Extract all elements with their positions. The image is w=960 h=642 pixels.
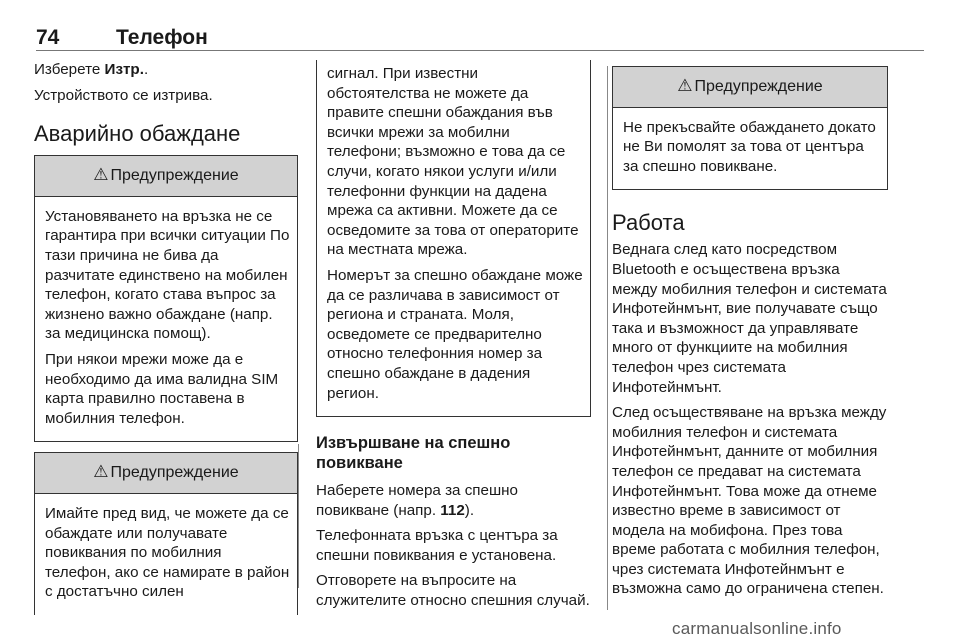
page-header [36,10,924,52]
intro-line-2: Устройството се изтрива. [34,86,213,104]
warning-body [317,60,590,416]
section-heading-operation: Работа [612,210,685,236]
column-1 [34,60,298,615]
page-number: 74 [36,26,60,49]
column-2 [316,60,591,617]
warning-side-rule [298,444,299,588]
body-paragraph: След осъществяване на връзка между мобилния телефон и системата Инфотейнмънт, данните от мобилния телефон се предават на системата Инфотейнмънт. Това може да отнеме известно време в зависимост от модела на мобифона. През това време работата с мобилния телефон, чрез системата Инфотейнмънт е възможна само до ограничена степен. [612,404,887,598]
header-rule [36,50,924,51]
warning-paragraph: Номерът за спешно обаждане може да се различава в зависимост от региона и страната. Моля, осведомете се предварително относно телефонния номер за спешно обаждане в дадения регион. [327,266,583,402]
body-paragraph: Отговорете на въпросите на служителите относно спешния случай. [316,572,590,610]
warning-paragraph: При някои мрежи може да е необходимо да има валидна SIM карта правилно поставена в мобилния телефон. [45,350,279,427]
warning-body [35,197,297,442]
warning-icon: ⚠ [93,462,109,482]
warning-box-2-continued [316,60,591,417]
warning-header: ⚠ Предупреждение [35,453,297,494]
body-paragraph: Телефонната връзка с центъра за спешни повиквания е установена. [316,527,558,564]
section-heading-emergency-call: Аварийно обаждане [34,121,241,147]
warning-body [35,494,297,615]
subheading-emergency-call: Извършване на спешно повикване [316,434,511,473]
watermark-text: carmanualsonline.info [672,619,842,638]
warning-box-2 [34,452,298,615]
menu-item-reference: Изтр. [104,61,144,78]
body-paragraph: Веднага след като посредством Bluetooth е осъществена връзка между мобилния телефон и системата Инфотейнмънт, вие получавате също така и възможност да управлявате много от функциите на мобилния телефон чрез системата Инфотейнмънт. [612,241,887,396]
warning-box-3 [612,66,888,190]
warning-paragraph: Имайте пред вид, че можете да се обаждате или получавате повиквания по мобилния телефон, ако се намирате в район с достатъчно силен [45,504,290,601]
warning-paragraph: Установяването на връзка не се гарантира при всички ситуации По тази причина не бива да разчитате единствено на мобилен телефон, когато става въпрос за жизнено важно обаждане (напр. за медицинска помощ). [45,207,290,343]
warning-header: ⚠ Предупреждение [613,67,887,108]
body-paragraph: Наберете номера за спешно повикване (напр. 112). [316,482,518,519]
page-title: Телефон [116,26,208,49]
warning-body [613,108,887,190]
warning-paragraph: Не прекъсвайте обаждането докато не Ви помолят за това от центъра за спешно повикване. [623,118,876,175]
warning-header: ⚠ Предупреждение [35,156,297,197]
column-separator [607,66,608,610]
warning-box-1 [34,155,298,442]
warning-icon: ⚠ [93,165,109,185]
intro-line: Изберете Изтр.. [34,61,149,78]
emergency-number: 112 [440,501,465,519]
warning-icon: ⚠ [677,76,693,95]
warning-paragraph: сигнал. При известни обстоятелства не можете да правите спешни обаждания във всички мрежи за мобилни телефони; възможно е това да се случи, когато някои услуги и/или телефонни функции на дадена мрежа са активни. Можете да се осведомите за това от операторите на местната мрежа. [327,65,579,259]
column-3 [612,60,888,605]
